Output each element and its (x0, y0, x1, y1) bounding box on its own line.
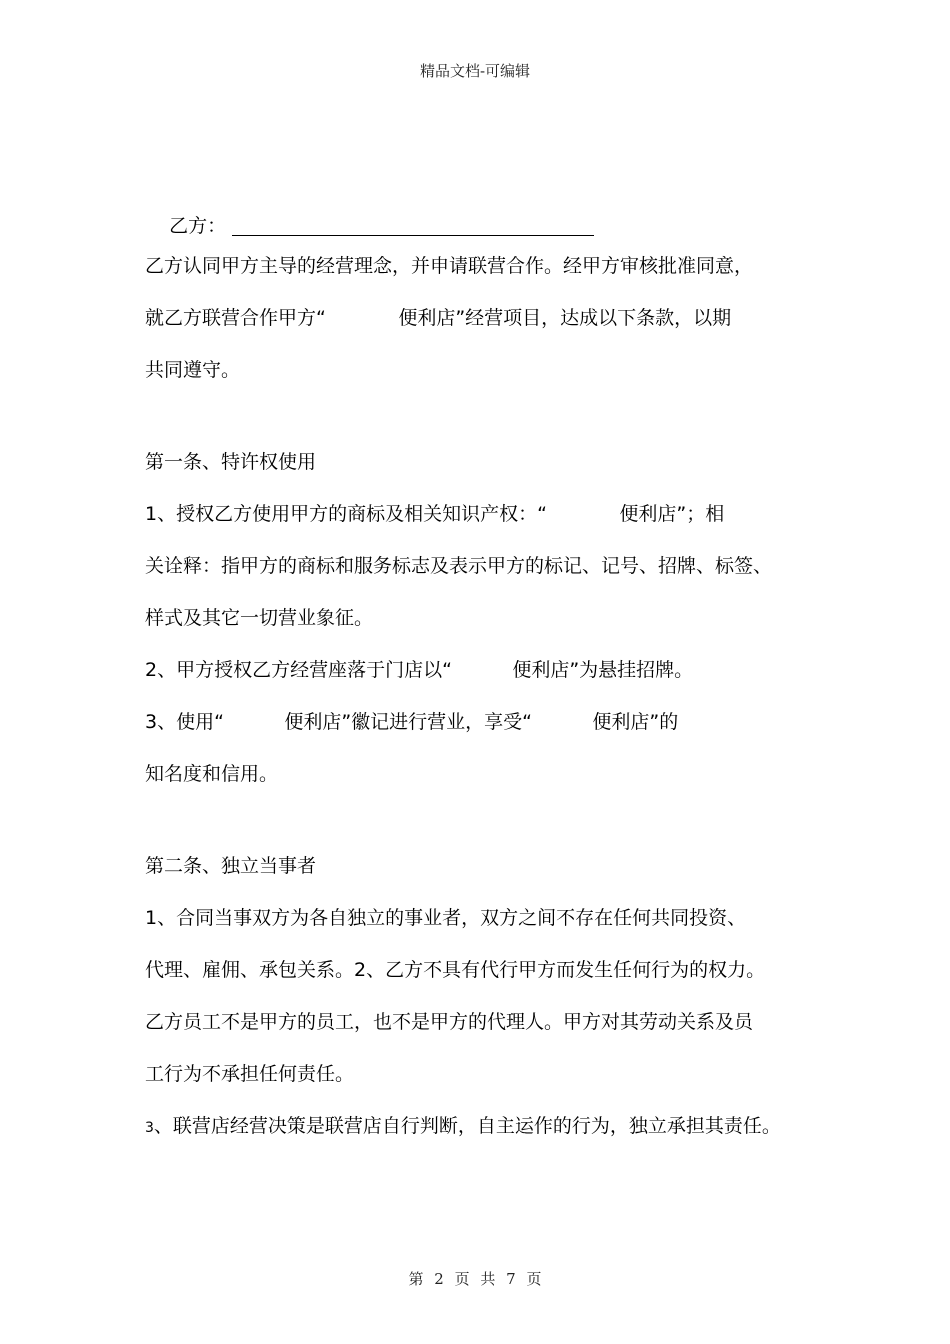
section-2 (145, 840, 810, 1152)
document-body (145, 148, 810, 1152)
section-2-line: 乙方员工不是甲方的员工，也不是甲方的代理人。甲方对其劳动关系及员 (145, 1011, 754, 1033)
section-2-line: 工行为不承担任何责任。 (145, 1063, 355, 1085)
intro-line: 就乙方联营合作甲方“ 便利店”经营项目，达成以下条款，以期 (145, 307, 732, 329)
section-1 (145, 436, 810, 800)
intro-line: 乙方认同甲方主导的经营理念，并申请联营合作。经甲方审核批准同意， (145, 255, 754, 277)
page-header: 精品文档-可编辑 (419, 62, 531, 80)
section-1-line: 样式及其它一切营业象征。 (145, 607, 374, 629)
section-1-line: 知名度和信用。 (145, 763, 279, 785)
clause-text: 、联营店经营决策是联营店自行判断，自主运作的行为，独立承担其责任。 (153, 1115, 781, 1137)
section-1-line: 1、授权乙方使用甲方的商标及相关知识产权：“ 便利店”；相 (145, 503, 725, 525)
intro-line: 共同遵守。 (145, 359, 241, 381)
section-2-title: 第二条、独立当事者 (145, 855, 317, 877)
party-b-label: 乙方： (169, 215, 227, 237)
intro-paragraph (145, 240, 810, 396)
party-b-blank (232, 215, 594, 236)
party-b-line (145, 148, 810, 237)
section-1-line: 3、使用“ 便利店”徽记进行营业，享受“ 便利店”的 (145, 711, 679, 733)
spacer (145, 800, 810, 840)
section-2-line: 代理、雇佣、承包关系。2、乙方不具有代行甲方而发生任何行为的权力。 (145, 959, 766, 981)
section-2-last-line (145, 1100, 810, 1152)
section-1-line: 2、甲方授权乙方经营座落于门店以“ 便利店”为悬挂招牌。 (145, 659, 694, 681)
section-1-line: 关诠释：指甲方的商标和服务标志及表示甲方的标记、记号、招牌、标签、 (145, 555, 773, 577)
section-2-line: 1、合同当事双方为各自独立的事业者，双方之间不存在任何共同投资、 (145, 907, 747, 929)
spacer (145, 396, 810, 436)
page-footer: 第 2 页 共 7 页 (408, 1270, 542, 1288)
clause-number: 3 (145, 1120, 154, 1136)
section-1-title: 第一条、特许权使用 (145, 451, 317, 473)
